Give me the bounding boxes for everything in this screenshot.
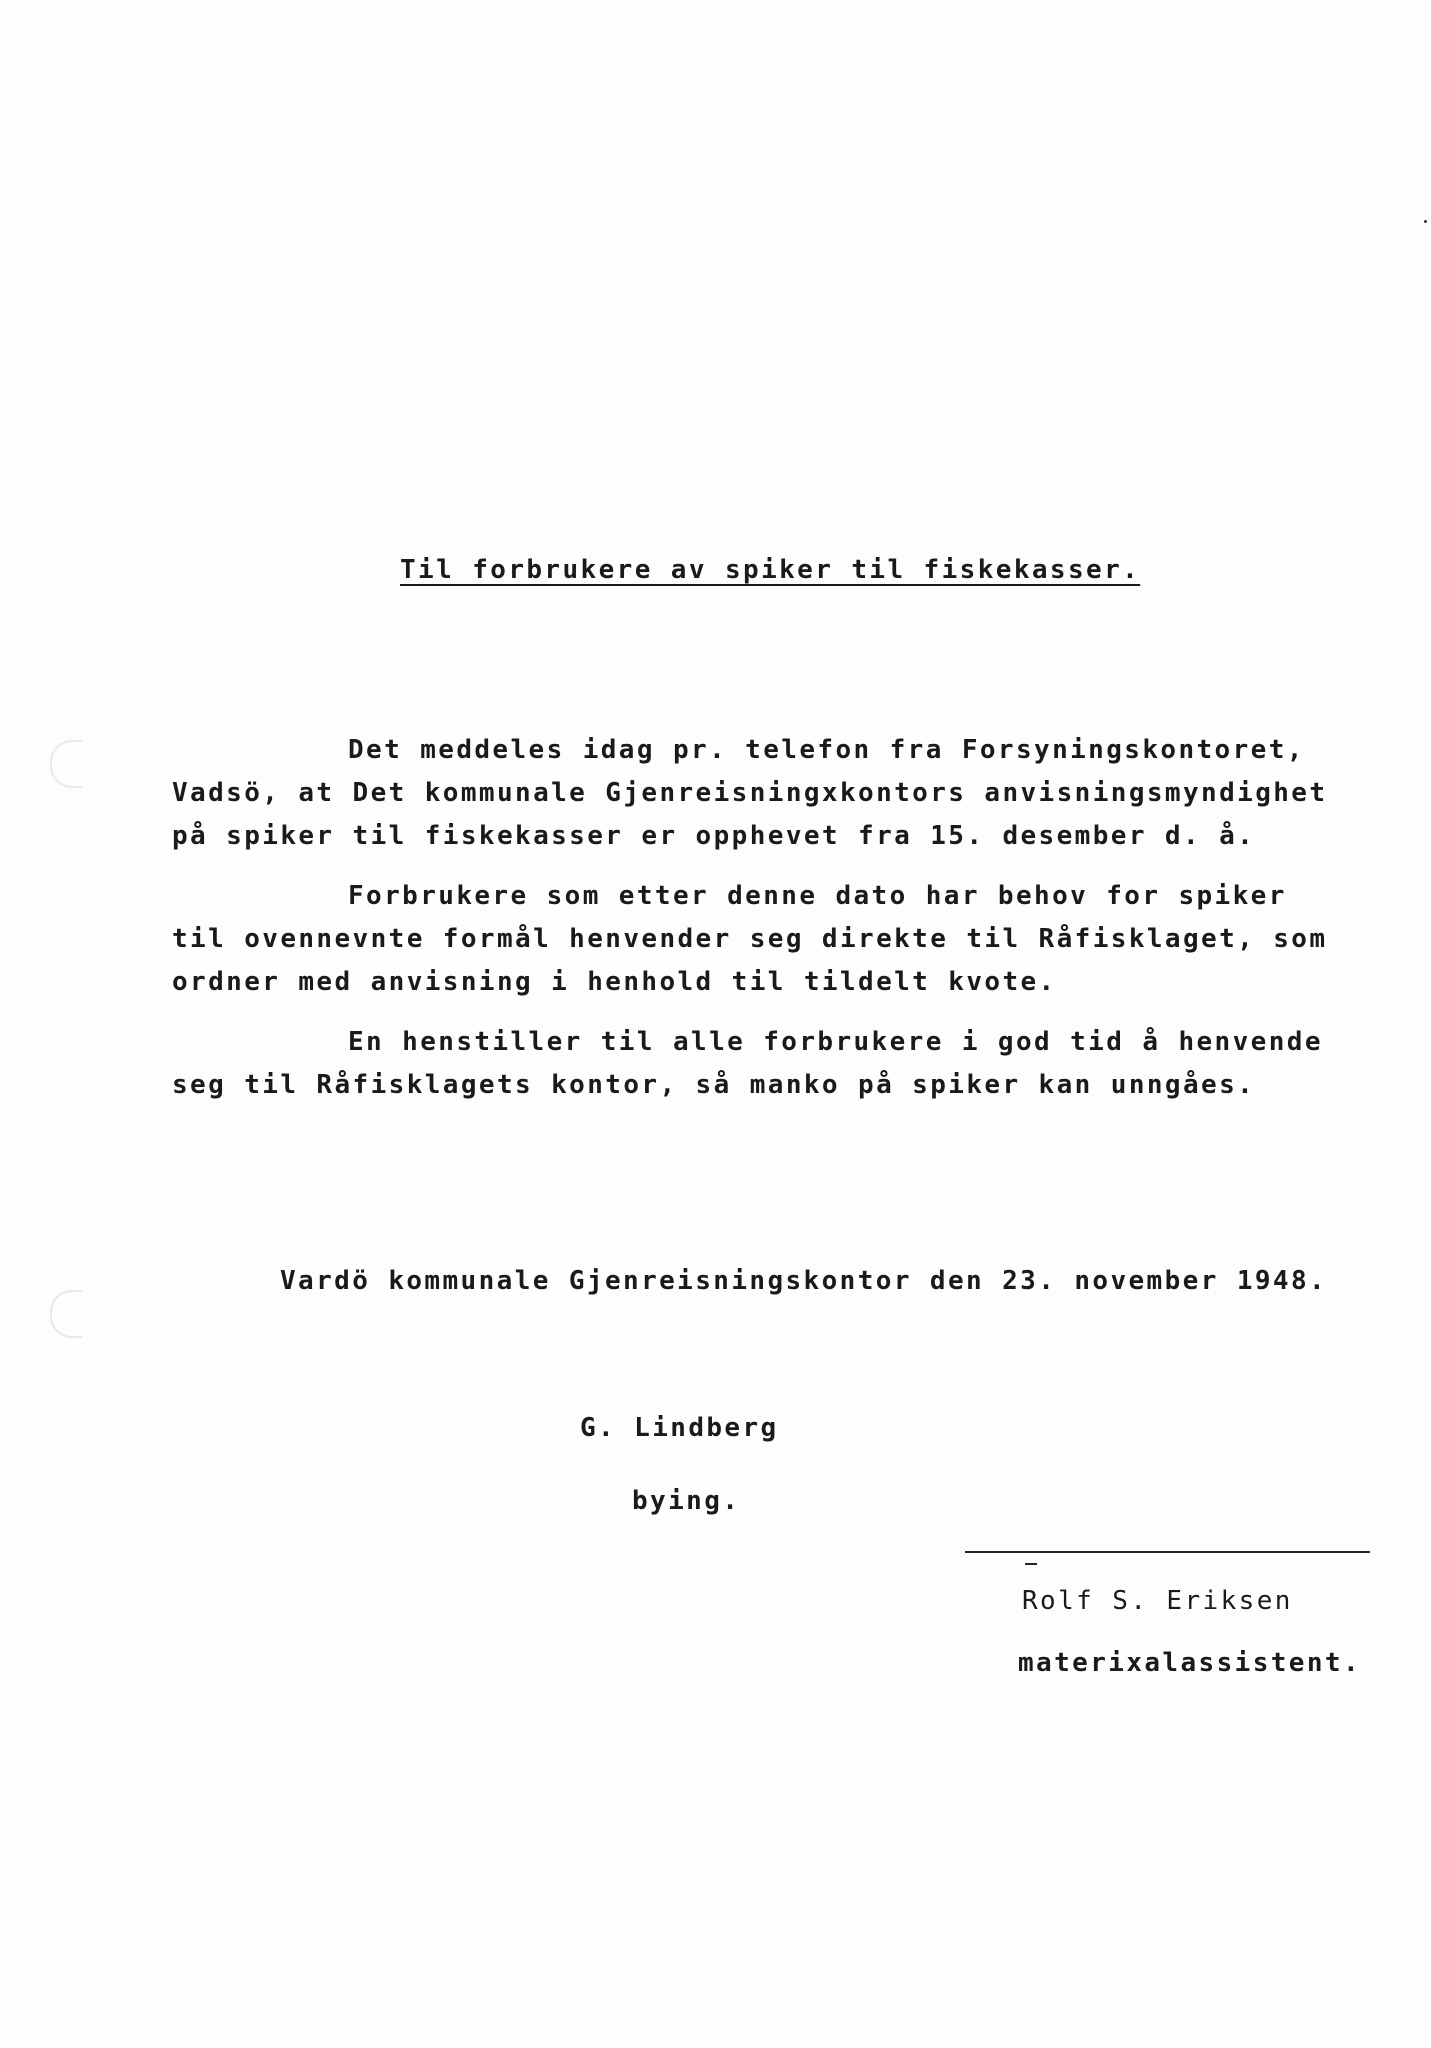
place-and-date: Vardö kommunale Gjenreisningskontor den 23. november 1948. [280, 1266, 1328, 1296]
signature-tick [1025, 1563, 1037, 1565]
paragraph-1-line-3: på spiker til fiskekasser er opphevet fra 15. desember d. å. [172, 821, 1256, 851]
paragraph-1-line-2: Vadsö, at Det kommunale Gjenreisningxkontors anvisningsmyndighet [172, 778, 1328, 808]
paragraph-2-line-3: ordner med anvisning i henhold til tildelt kvote. [172, 967, 1057, 997]
paragraph-3-line-1: En henstiller til alle forbrukere i god tid å henvende [348, 1027, 1323, 1057]
paragraph-3-line-2: seg til Råfisklagets kontor, så manko på spiker kan unngåes. [172, 1070, 1256, 1100]
paragraph-2-line-1: Forbrukere som etter denne dato har behov for spiker [348, 881, 1287, 911]
paragraph-1-line-1: Det meddeles idag pr. telefon fra Forsyningskontoret, [348, 735, 1305, 765]
signature-line [965, 1551, 1370, 1553]
punch-hole [50, 1290, 82, 1338]
signatory-1-name: G. Lindberg [580, 1413, 779, 1443]
punch-hole [50, 740, 82, 788]
signatory-1-title: bying. [632, 1486, 741, 1516]
paragraph-2-line-2: til ovennevnte formål henvender seg direkte til Råfisklaget, som [172, 924, 1328, 954]
stray-mark [1424, 220, 1427, 223]
signatory-2-name: Rolf S. Eriksen [1022, 1586, 1293, 1616]
signatory-2-title: materixalassistent. [1018, 1648, 1362, 1678]
document-title: Til forbrukere av spiker til fiskekasser. [400, 555, 1141, 585]
